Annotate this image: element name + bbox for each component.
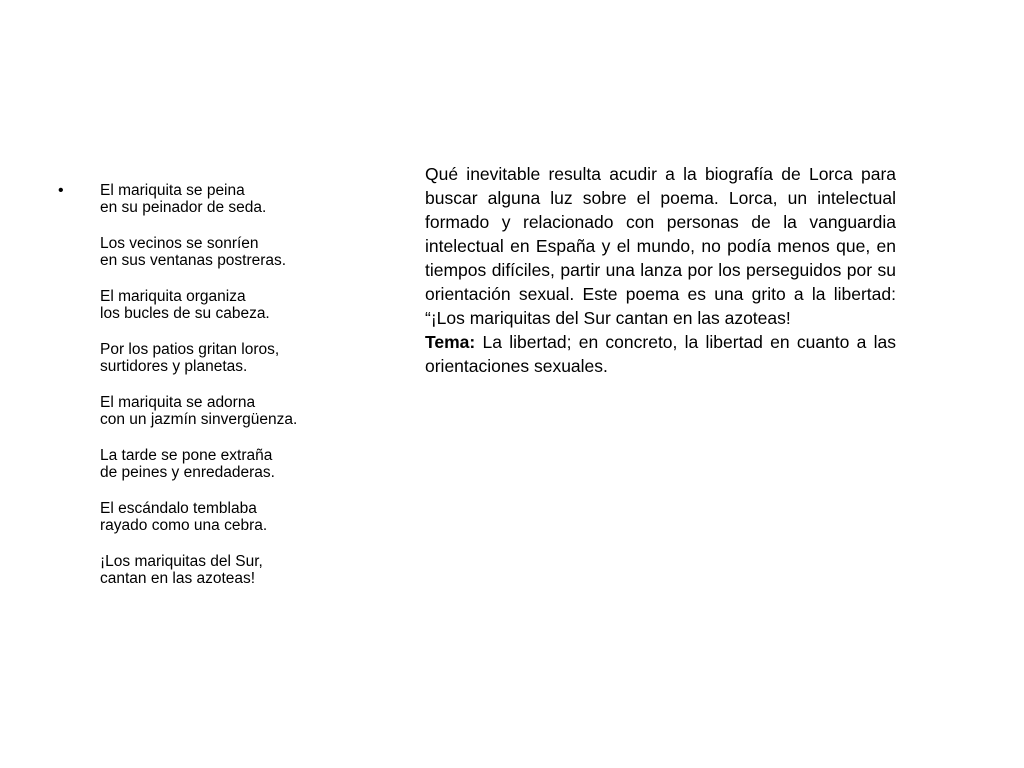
- poem-line: El mariquita organiza: [100, 288, 246, 305]
- poem-line: en su peinador de seda.: [100, 199, 267, 216]
- poem-line: los bucles de su cabeza.: [100, 305, 270, 322]
- poem-line: con un jazmín sinvergüenza.: [100, 411, 298, 428]
- stanza: [100, 288, 360, 322]
- stanza: [100, 182, 360, 216]
- tema-paragraph: [425, 330, 896, 378]
- poem-line: El mariquita se adorna: [100, 394, 256, 411]
- stanza: [100, 500, 360, 534]
- tema-label: Tema:: [425, 332, 476, 352]
- stanza: [100, 341, 360, 375]
- poem-line: El escándalo temblaba: [100, 500, 257, 517]
- poem-line: Los vecinos se sonríen: [100, 235, 259, 252]
- poem-line: ¡Los mariquitas del Sur,: [100, 553, 263, 570]
- poem-line: rayado como una cebra.: [100, 517, 268, 534]
- poem-stanzas: [100, 182, 360, 606]
- tema-text: La libertad; en concreto, la libertad en cuanto a las orientaciones sexuales.: [425, 332, 896, 376]
- stanza: [100, 394, 360, 428]
- commentary-block: [425, 162, 896, 378]
- stanza: [100, 447, 360, 481]
- poem-line: en sus ventanas postreras.: [100, 252, 287, 269]
- poem-line: El mariquita se peina: [100, 182, 245, 199]
- poem-line: surtidores y planetas.: [100, 358, 248, 375]
- poem-line: La tarde se pone extraña: [100, 447, 273, 464]
- bullet-point: •: [58, 182, 64, 199]
- stanza: [100, 553, 360, 587]
- poem-line: cantan en las azoteas!: [100, 570, 256, 587]
- commentary-paragraph: Qué inevitable resulta acudir a la biografía de Lorca para buscar alguna luz sobre el poema. Lorca, un intelectual formado y relacionado con personas de la vanguardia intelectual en España y el mundo, no podía menos que, en tiempos difíciles, partir una lanza por los perseguidos por su orientación sexual. Este poema es una grito a la libertad: “¡Los mariquitas del Sur cantan en las azoteas!: [425, 164, 896, 328]
- stanza: [100, 235, 360, 269]
- poem-line: Por los patios gritan loros,: [100, 341, 280, 358]
- poem-line: de peines y enredaderas.: [100, 464, 275, 481]
